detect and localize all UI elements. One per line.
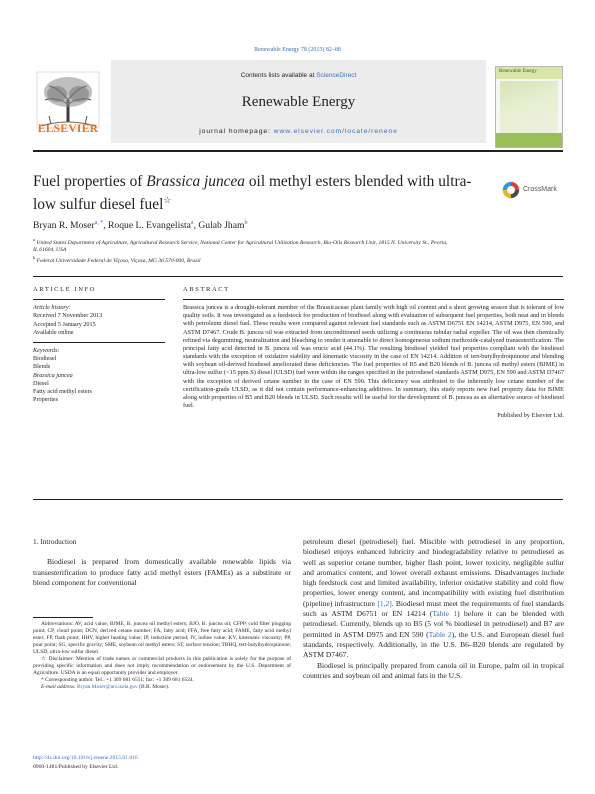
journal-title[interactable]: Renewable Energy: [241, 94, 356, 110]
history-title: Article history:: [33, 304, 71, 312]
text-run: petroleum diesel (petrodiesel) fuel. Miscible with petrodiesel in any proportion, biodiesel enjoys enhanced lubricity and biodegradability relative to petrodiesel as well as superior cetane number, higher flash point, lower toxicity, negligible sulfur and aromatics content, and lower overall exhaust emissions. Disadvantages include high feedstock cost and limited availability, inferior oxidative stability and cold flow properties, lower energy content, and incompatibility with existing fuel distribution (pipeline) infrastructure: [303, 537, 564, 608]
article-info-rule: [33, 299, 165, 300]
contents-prefix: Contents lists available at: [240, 72, 317, 79]
introduction-right-column: [303, 537, 564, 681]
section-heading-introduction: 1. Introduction: [33, 537, 77, 546]
table-1-link[interactable]: Table 1: [432, 609, 458, 619]
affiliation: [33, 236, 453, 255]
keyword: Brassica juncea: [33, 371, 73, 379]
cover-title: Renewable Energy: [496, 67, 562, 79]
author-affiliation-mark[interactable]: a: [190, 220, 194, 226]
history-item: Accepted 5 January 2015: [33, 320, 96, 328]
abstract-rule: [183, 299, 564, 300]
keywords-rule: [33, 342, 165, 343]
footnote-rule: [33, 617, 93, 618]
citation-reference-link[interactable]: [1,2]: [377, 598, 392, 608]
article-info-heading: ARTICLE INFO: [33, 286, 97, 293]
author-name[interactable]: Roque L. Evangelista: [108, 220, 191, 232]
masthead-banner: [111, 60, 486, 143]
email-label: E-mail address:: [41, 684, 78, 691]
keyword: Biodiesel: [33, 355, 57, 363]
elsevier-tree-logo-icon: [33, 70, 103, 148]
publisher-line: Published by Elsevier Ltd.: [497, 412, 564, 420]
table-2-link[interactable]: Table 2: [428, 629, 452, 639]
footnotes: [33, 617, 291, 691]
crossmark-badge[interactable]: [502, 181, 572, 201]
history-item: Received 7 November 2013: [33, 312, 103, 320]
email-footnote: [33, 684, 291, 691]
journal-citation[interactable]: Renewable Energy 78 (2015) 82–88: [254, 47, 341, 53]
introduction-paragraph: Biodiesel is principally prepared from canola oil in Europe, palm oil in tropical countries and soybean oil and animal fats in the U.S.: [303, 660, 564, 680]
article-title: [33, 173, 473, 214]
doi-link[interactable]: http://dx.doi.org/10.1016/j.renene.2015.01.016: [33, 755, 138, 761]
journal-homepage-link[interactable]: www.elsevier.com/locate/renene: [273, 128, 398, 135]
abstract-divider: [33, 499, 563, 500]
keyword: Properties: [33, 396, 59, 404]
journal-masthead: [33, 60, 563, 152]
keyword: Diesel: [33, 379, 49, 387]
email-suffix: (B.R. Moser).: [137, 684, 170, 691]
author-affiliation-mark[interactable]: a, *: [94, 220, 104, 226]
keywords-title: Keywords:: [33, 347, 60, 355]
cover-band: [496, 133, 562, 147]
issn-line: 0960-1481/Published by Elsevier Ltd.: [33, 764, 119, 770]
homepage-prefix: journal homepage:: [199, 128, 274, 135]
affiliation-label: b: [33, 255, 36, 260]
title-part-1: Fuel properties of: [33, 173, 147, 190]
introduction-paragraph: Biodiesel is prepared from domestically available renewable lipids via transesterification to produce fatty acid methyl esters (FAMEs) as a substitute or blend component for conventional: [33, 557, 291, 587]
text-run: . Biodiesel must meet the requirements of fuel standards such as ASTM D6751 or EN 14214 (: [303, 598, 564, 619]
affiliation-label: a: [33, 237, 35, 242]
article-info-heading-box: [33, 286, 165, 404]
abstract-section: [183, 286, 564, 420]
text-run: ) before it can be blended with petrodiesel. Currently, blends up to B5 (5 vol % biodiesel in petrodiesel) and B7 are permitted in ASTM D975 and EN 590 (: [303, 609, 565, 639]
sciencedirect-link[interactable]: ScienceDirect: [316, 72, 357, 79]
history-item: Available online: [33, 328, 74, 336]
crossmark-label: CrossMark: [523, 186, 557, 193]
title-species: Brassica juncea: [146, 173, 246, 190]
author-list: Bryan R. Moser$^{a, *}$, Roque L. Evangelista$^a$, Gulab Jham$^b$: [33, 220, 248, 232]
corresponding-author-footnote: * Corresponding author. Tel.: +1 309 681 6511; fax: +1 309 681 6524.: [41, 677, 195, 684]
title-footnote-mark[interactable]: ☆: [163, 195, 172, 205]
disclaimer-footnote: ☆ Disclaimer: Mention of trade names or commercial products in this publication is solely for the purpose of providing specific information and does not imply recommendation or endorsement by the U.S. Department of Agriculture. USDA is an equal opportunity provider and employer.: [33, 656, 291, 677]
journal-homepage-line: [111, 128, 486, 135]
author-name[interactable]: Gulab Jham: [198, 220, 245, 232]
author-name[interactable]: Bryan R. Moser: [33, 220, 95, 232]
keyword: Blends: [33, 363, 51, 371]
affiliation-text: United States Department of Agriculture, Agricultural Research Service, National Center for Agricultural Utilization Research, Bio-Oils Research Unit, 1815 N. University St., Peoria, IL 61604, USA: [33, 239, 448, 254]
introduction-paragraph: [303, 537, 564, 659]
text-run: ), the U.S. and European diesel fuel standards, respectively. Additionally, in the U.S. B6–B20 blends are regulated by ASTM D7467.: [303, 629, 565, 660]
affiliation-text: Federal Universidade Federal de Viçosa, Viçosa, MG 36.570-000, Brazil: [36, 257, 201, 264]
affiliation: [33, 254, 453, 265]
journal-cover-thumbnail[interactable]: [495, 66, 563, 148]
abbreviations-footnote: Abbreviations: AV, acid value; BJME, B. juncea oil methyl esters; BJO, B. juncea oil; CFPP, cold filter plugging point; CP, cloud point; DCN, derived cetane number; FA, fatty acid; FFA, free fatty acid; FAME, fatty acid methyl ester; FP, flash point; HHV, higher heating value; IP, induction period; IV, iodine value; KV, kinematic viscosity; PP, pour point; SG, specific gravity; SME, soybean oil methyl esters; ST, surface tension; TBHQ, tert-butylhydroquinone; ULSD, ultra-low sulfur diesel.: [33, 621, 291, 656]
author-affiliation-mark[interactable]: b: [244, 220, 248, 226]
keyword: Fatty acid methyl esters: [33, 388, 92, 396]
abstract-heading: ABSTRACT: [183, 286, 230, 293]
contents-line: [111, 72, 486, 79]
introduction-left-column: [33, 537, 291, 588]
title-part-2: oil methyl esters blended with ultra-low sulfur diesel fuel: [33, 173, 472, 214]
abstract-text: Brassica juncea is a drought-tolerant member of the Brassicaceae plant family with high oil content and a short growing season that is tolerant of low quality soils. It was investigated as a feedstock for production of biodiesel along with evaluation of subsequent fuel properties, both neat and in blends with petroleum diesel fuel. These results were compared against relevant fuel standards such as ASTM D6751 EN 14214, ASTM D975, EN 590, and ASTM D7467. Crude B. juncea oil was extracted from unconditioned seeds utilizing a continuous tubular radial expeller. The oil was then chemically refined via degumming, neutralization and bleaching to render it amenable to direct homogeneous sodium methoxide-catalyzed transesterification. The principal fatty acid detected in B. juncea oil was erucic acid (44.1%). The resulting biodiesel yielded fuel properties compliant with the biodiesel standards with the exception of oxidative stability and kinematic viscosity in the case of EN 14214. Addition of tert-butylhydroquinone and blending with soybean oil-derived biodiesel ameliorated these deficiencies. The fuel properties of B5 and B20 blends of B. juncea oil methyl esters (BJME) in ultra-low sulfur (<15 ppm S) diesel (ULSD) fuel were within the ranges specified in the petrodiesel standards ASTM D975, EN 590 and ASTM D7467 with the exception of derived cetane number in the case of EN 590. This deficiency was attributed to the inherently low cetane number of the certification-grade ULSD, as it did not contain performance-enhancing additives. In summary, this study reports new fuel property data for BJME along with properties of B5 and B20 blends in ULSD. Such results will be useful for the development of B. juncea as an alternative source of biodiesel fuel.: [183, 304, 564, 410]
header-divider: [33, 276, 563, 277]
email-link[interactable]: Bryan.Moser@ars.usda.gov: [77, 684, 138, 691]
crossmark-icon: [502, 181, 520, 199]
elsevier-wordmark[interactable]: ELSEVIER: [37, 123, 99, 135]
